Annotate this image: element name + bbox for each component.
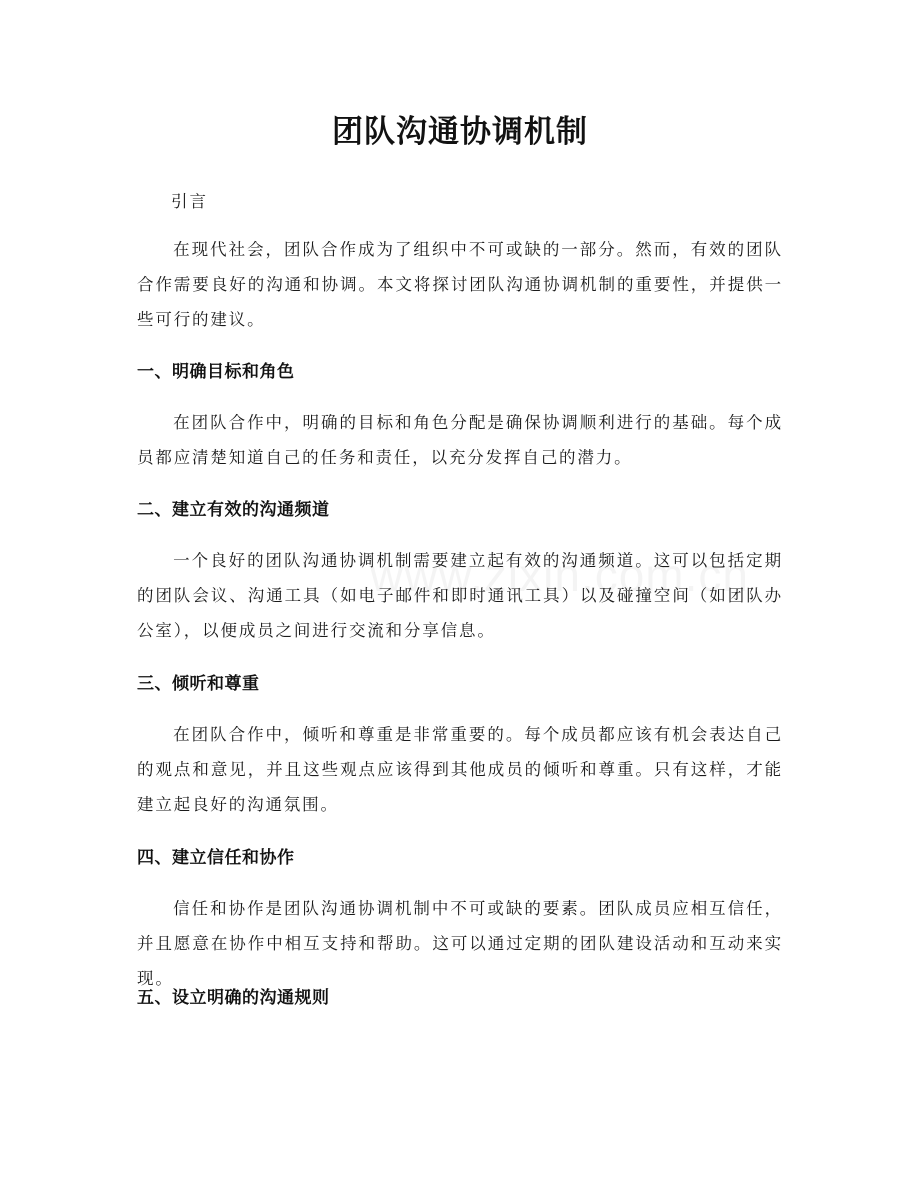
section-paragraph-4 <box>137 891 783 996</box>
section-heading-4: 四、建立信任和协作 <box>137 848 295 868</box>
section-heading-5: 五、设立明确的沟通规则 <box>137 988 330 1008</box>
section-heading-2: 二、建立有效的沟通频道 <box>137 500 330 520</box>
intro-text: 在现代社会，团队合作成为了组织中不可或缺的一部分。然而，有效的团队合作需要良好的沟通和协调。本文将探讨团队沟通协调机制的重要性，并提供一些可行的建议。 <box>137 240 783 329</box>
section-text-2: 一个良好的团队沟通协调机制需要建立起有效的沟通频道。这可以包括定期的团队会议、沟通工具（如电子邮件和即时通讯工具）以及碰撞空间（如团队办公室），以便成员之间进行交流和分享信息。 <box>137 551 783 640</box>
document-title: 团队沟通协调机制 <box>332 114 588 150</box>
intro-label: 引言 <box>171 192 208 211</box>
section-text-4: 信任和协作是团队沟通协调机制中不可或缺的要素。团队成员应相互信任，并且愿意在协作中相互支持和帮助。这可以通过定期的团队建设活动和互动来实现。 <box>137 899 783 988</box>
intro-paragraph <box>137 232 783 337</box>
section-heading-3: 三、倾听和尊重 <box>137 674 260 694</box>
section-text-1: 在团队合作中，明确的目标和角色分配是确保协调顺利进行的基础。每个成员都应清楚知道自己的任务和责任，以充分发挥自己的潜力。 <box>137 413 783 467</box>
section-paragraph-3 <box>137 717 783 822</box>
section-heading-1: 一、明确目标和角色 <box>137 362 295 382</box>
section-paragraph-1 <box>137 405 783 475</box>
section-text-3: 在团队合作中，倾听和尊重是非常重要的。每个成员都应该有机会表达自己的观点和意见，并且这些观点应该得到其他成员的倾听和尊重。只有这样，才能建立起良好的沟通氛围。 <box>137 725 783 814</box>
section-paragraph-2 <box>137 543 783 648</box>
